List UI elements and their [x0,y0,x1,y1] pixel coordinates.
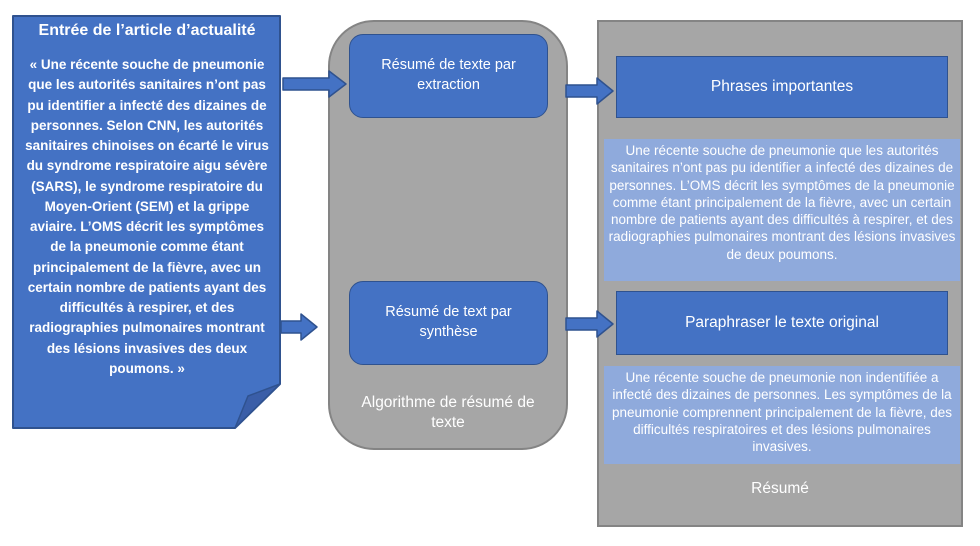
summary-panel-label: Résumé [751,480,809,497]
note-content [12,15,282,379]
paraphrase-header [616,291,948,355]
extraction-summary-label: Résumé de texte par extraction [381,57,516,93]
abstractive-summary-text: Une récente souche de pneumonie non indentifiée a infecté des dizaines de personnes. Les symptômes de la pneumonie comprennent principalement de la fièvre, des difficultés respiratoires et des lésions pulmonaires invasives. [604,366,960,464]
important-phrases-header [616,56,948,118]
algorithm-container [328,20,568,450]
summary-output-panel [597,20,963,527]
algorithm-container-label: Algorithme de résumé de texte [361,394,535,432]
synthesis-summary-box [349,281,548,365]
synthesis-summary-label: Résumé de text par synthèse [385,304,512,340]
important-phrases-label: Phrases importantes [710,78,854,95]
note-title: Entrée de l’article d’actualité [38,22,256,39]
extraction-summary-box [349,34,548,118]
extractive-summary-text: Une récente souche de pneumonie que les autorités sanitaires n’ont pas pu identifier a infecté des dizaines de personnes. L’OMS décrit les symptômes de la pneumonie comme étant principalement de la fièvre, avec un certain nombre de patients ayant des difficultés à respirer, et des radiographies pulmonaires montrant des lésions invasives de deux poumons. [604,139,960,281]
paraphrase-label: Paraphraser le texte original [685,314,879,331]
arrow-note-to-synthesis [281,314,317,340]
note-body-text: « Une récente souche de pneumonie que les autorités sanitaires n’ont pas pu identifier a infecté des dizaines de personnes. Selon CNN, les autorités sanitaires chinoises on écarté le virus du syndrome respiratoire aigu sévère (SARS), le syndrome respiratoire du Moyen-Orient (SEM) et la grippe aviaire. L’OMS décrit les symptômes de la pneumonie comme étant principalement de la fièvre, avec un certain nombre de patients ayant des difficultés à respirer, et des radiographies pulmonaires montrant des lésions invasives des deux poumons. » [25,57,269,376]
input-article-note [12,15,282,430]
